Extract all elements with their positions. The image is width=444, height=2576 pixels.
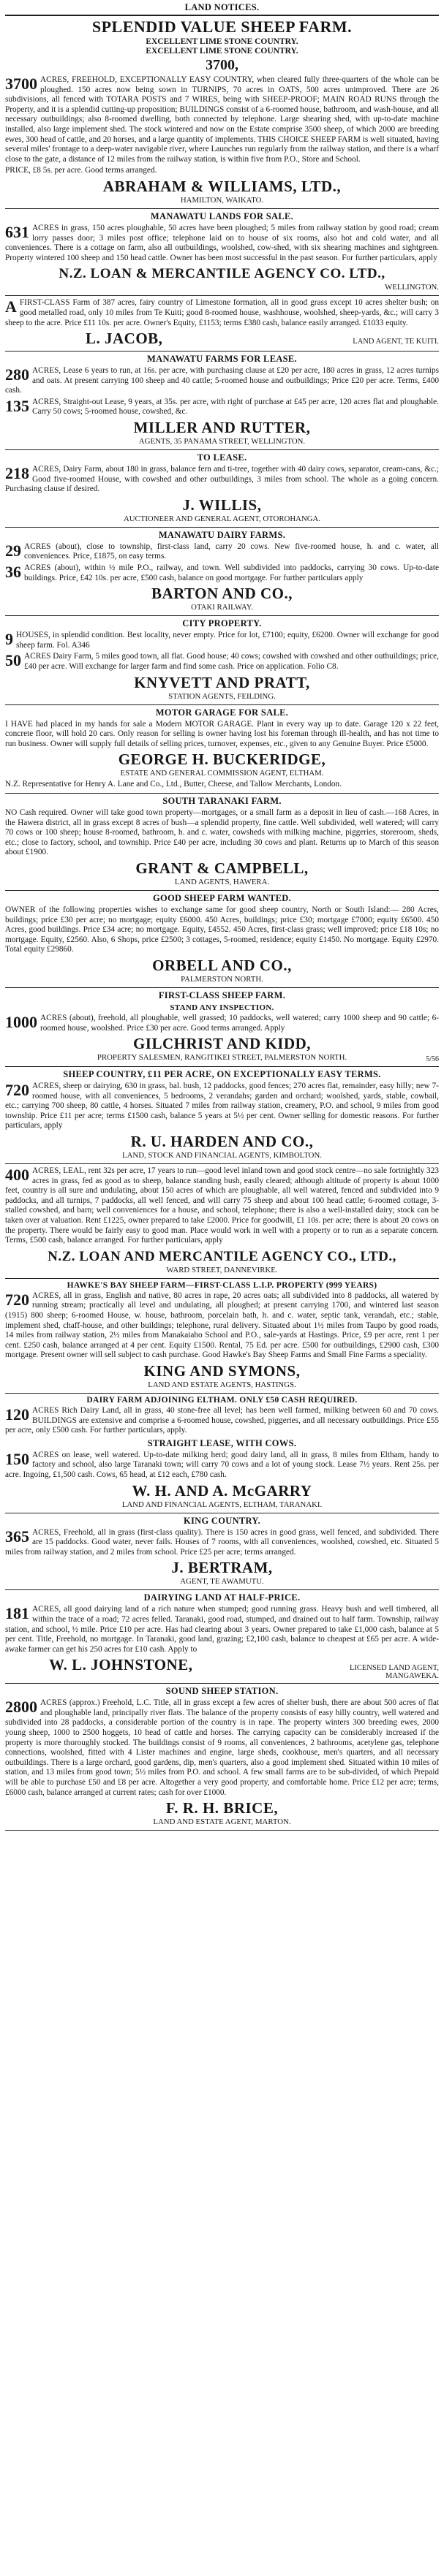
ad-body	[5, 224, 439, 263]
ad-body	[5, 631, 439, 650]
ad-body-text: ACRES (about), close to township, first-class land, carry 20 cows. New five-roomed house, h. and c. water, all conveniences. Price, £1875, on easy terms.	[24, 542, 439, 561]
ad-advertiser-address: LAND AGENTS, HAWERA.	[174, 877, 270, 886]
divider	[5, 1163, 439, 1164]
ad-title: MOTOR GARAGE FOR SALE.	[155, 707, 289, 718]
ad-title: MANAWATU LANDS FOR SALE.	[150, 210, 294, 221]
ad-title: SHEEP COUNTRY, £11 PER ACRE, ON EXCEPTIONALLY EASY TERMS.	[63, 1069, 381, 1080]
ad-body-text: ACRES, all good dairying land of a rich nature when stumped; good running grass. Heavy bush and well timbered, all within the trace of a road; 72 acres felled. Taranaki, good road, stumped, and drained out to half farm. Township, railway station, and school, ½ mile. Price £10 per acre. Has had clearing about 3 years. Owner prepared to take £1,000 cash, balance at 5 per cent. Title, Freehold, no mortgage. In Taranaki, good land, grazing; £2,100 cash, balance to cheapest at £65 per acre. A wide-awake farmer can get his 250 acres for £10 cash. Apply to	[5, 1605, 439, 1654]
ad-dairying-land-half-price	[5, 1592, 439, 1680]
ad-lead-number: 120	[5, 1405, 29, 1424]
divider	[5, 1589, 439, 1590]
ad-price-line: 3700,	[206, 57, 238, 73]
ad-good-sheep-farm-wanted	[5, 893, 439, 984]
ad-body-text: ACRES, Freehold, all in grass (first-class quality). There is 150 acres in good grass, well fenced, and subdivided. There are 15 paddocks. Good water, never fails. Houses of 7 rooms, with all conveniences, woolshed, cowshed, etc. Situated 5 miles from railway station, and 2 miles from school. Price £25 per acre; terms arranged.	[5, 1527, 439, 1557]
ad-advertiser-address: PALMERSTON NORTH.	[181, 974, 263, 984]
ad-sheep-country	[5, 1069, 439, 1160]
ad-body-text: ACRES, LEAL, rent 32s per acre, 17 years to run—good level inland town and good stock centre—no sale fortnightly 323 acres in grass, fed as good as to sheep, balance standing bush, easily cleared; although altitude of property is about 1000 feet, country is all sure and undulating, about 150 acres of which are ploughable, all well watered, fenced and subdivided into 9 paddocks, and all turnips, 7 paddocks, all well fenced, and will carry 75 sheep and about 100 head cattle; 6-roomed cottage, 3-stalled cowshed, and barn; well conveniences for a house, and school, telephone; there is also a well-installed dairy; stock can be taken over at valuation. Rent £1225, owner prepared to take £2000. Price for goodwill, £1 10s. per acre; there is about 20 cows on the property. There would be fairly easy to good man. Place would work in well with a property or to run as a separate concern. Terms, £500 cash, balance arranged. For further particulars, apply	[5, 1166, 439, 1245]
ad-advertiser-address: AGENT, TE AWAMUTU.	[180, 1577, 264, 1587]
ad-advertiser: J. WILLIS,	[182, 495, 262, 514]
ad-first-class-sheep-farm	[5, 990, 439, 1063]
ad-advertiser-address: AUCTIONEER AND GENERAL AGENT, OTOROHANGA.	[123, 514, 321, 523]
ad-advertiser-address: LAND AGENT, TE KUITI.	[353, 338, 439, 346]
ad-advertiser-address: WELLINGTON.	[385, 283, 439, 292]
ad-body	[5, 1082, 439, 1131]
ad-lead-number: 720	[5, 1290, 29, 1309]
divider	[5, 1066, 439, 1067]
ad-lead-number: 365	[5, 1527, 29, 1546]
ad-city-property	[5, 618, 439, 701]
ad-advertiser-address: LAND, STOCK AND FINANCIAL AGENTS, KIMBOLTON.	[122, 1151, 322, 1160]
ad-advertiser: W. H. AND A. McGARRY	[132, 1481, 312, 1500]
ad-body: OWNER of the following properties wishes to exchange same for good sheep country, North or South Island:— 280 Acres, buildings; price £30 per acre; no mortgage; equity £6000. 450 Acres, buildings; price £30; mortgage £7000; equity £6500. 450 Acres, good buildings. Price £34 acre; no mortgage. Equity, £4552. 450 Acres, first-class grass; well improved; price £18 10s; no mortgage. Equity, £2560. Also, 6 Shops, price £2500; 3 cottages, 5-roomed, residence; equity £1450. No mortgage. Equity £2970. Total equity £29860.	[5, 905, 439, 954]
ad-body-text: ACRES, Lease 6 years to run, at 16s. per acre, with purchasing clause at £20 per acre, 180 acres in grass, 12 acres turnips and oats. At present carrying 100 sheep and 40 cattle; 5-roomed house and outbuildings; Price £20 per acre. Terms, £400 cash.	[5, 366, 439, 395]
ad-title: CITY PROPERTY.	[182, 618, 262, 629]
ad-lead-number: 218	[5, 464, 29, 483]
divider	[5, 449, 439, 450]
ad-body	[5, 1014, 439, 1033]
ad-advertiser-row	[5, 1656, 439, 1680]
ad-lead-number: 400	[5, 1166, 29, 1185]
ad-body-text: HOUSES, in splendid condition. Best locality, never empty. Price for lot, £7100; equity, £6200. Owner will exchange for good sheep farm. Fol. A346	[16, 631, 439, 650]
ad-hawkes-bay-sheep-farm	[5, 1281, 439, 1390]
ad-body: I HAVE had placed in my hands for sale a Modern MOTOR GARAGE. Plant in every way up to date. Garage 120 x 22 feet, concrete floor, will hold 20 cars. Only reason for selling is owner having lost his foreman through ill-health, and has not time to run business. Owner will supply full details of selling prices, turnover, expenses, etc., given to any Genuine Buyer. Price £5000.	[5, 719, 439, 748]
ad-manawatu-farms-lease	[5, 354, 439, 447]
ad-advertiser-address: ESTATE AND GENERAL COMMISSION AGENT, ELTHAM.	[120, 769, 324, 778]
ad-advertiser: W. L. JOHNSTONE,	[49, 1656, 193, 1674]
ad-dairy-farm-eltham	[5, 1396, 439, 1510]
ad-body-second	[5, 563, 439, 583]
ad-body-text: ACRES, Dairy Farm, about 180 in grass, balance fern and ti-tree, together with 40 dairy cows, separator, cream-cans, &c.; Good five-roomed House, with cowshed and other outbuildings, 3 miles from school. The whole as a going concern. Purchasing clause if desired.	[5, 465, 439, 494]
ad-title: SOUND SHEEP STATION.	[165, 1686, 279, 1697]
divider	[5, 1683, 439, 1684]
divider	[5, 527, 439, 528]
ad-body-text: ACRES, Straight-out Lease, 9 years, at 35s. per acre, with right of purchase at £45 per acre, 120 acres flat and ploughable. Carry 50 cows; 5-roomed house, cowshed, &c.	[32, 397, 439, 417]
ad-advertiser-address: AGENTS, 35 PANAMA STREET, WELLINGTON.	[138, 437, 306, 447]
ad-king-country	[5, 1516, 439, 1587]
ad-lead-number: 280	[5, 365, 29, 384]
ad-south-taranaki-farm	[5, 796, 439, 887]
ad-advertiser: BARTON AND CO.,	[151, 585, 293, 603]
ad-body-text: ACRES (about), within ½ mile P.O., railway, and town. Well subdivided into paddocks, carrying 30 cows. Up-to-date buildings. Price, £42 10s. per acre, £500 cash, balance on good mortgage. For further particulars apply	[24, 563, 439, 582]
ad-advertiser-address: LICENSED LAND AGENT, MANGAWEKA.	[349, 1664, 439, 1681]
ad-title: GOOD SHEEP FARM WANTED.	[152, 892, 292, 903]
ad-advertiser: KNYVETT AND PRATT,	[134, 673, 310, 691]
ad-body	[5, 1166, 439, 1246]
divider	[5, 295, 439, 296]
ad-body-text: ACRES, all in grass, English and native, 80 acres in rape, 20 acres oats; all subdivided into 8 paddocks, all watered by running stream; practically all level and undulating, all ploughed; at present carrying 1700, and wintered last season (1915) 800 sheep; 6-roomed House, w. house, bathroom, porcelain bath, h. and c. water, septic tank, verandah, etc.; stable, implement shed, chaff-house, and other buildings; telephone, rural delivery. Situated about 1½ miles from Taupo by good roads, 14 miles from railway station, 2½ miles from Manakaiaho School and P.O., sale-yards at Hastings. Price, £9 per acre, rent 1 per cent. £250 cash, balance arranged at 4 per cent. Equity £1500. Rental, 75 Ed. per acre. £500 for outbuildings, £2900 cash, £300 mortgage. Present owner will sell subject to cash purchase. Good Hawke's Bay Sheep Farms and Small Fine Farms a speciality.	[5, 1291, 439, 1360]
ad-body	[5, 465, 439, 495]
ad-lead-number: 9	[5, 630, 13, 649]
ad-title: DAIRY FARM ADJOINING ELTHAM. ONLY £50 CASH REQUIRED.	[86, 1395, 358, 1405]
ad-title: MANAWATU FARMS FOR LEASE.	[147, 354, 297, 365]
ad-body-text: ACRES, sheep or dairying, 630 in grass, bal. bush, 12 paddocks, good fences; 270 acres flat, remainder, easy hilly; new 7-roomed house, with all conveniences, 5 bedrooms, 2 verandahs; garden and orchard; woolshed, yards, stable, cowbail, etc.; carrying 700 sheep, 80 cattle, 4 horses. Situated 7 miles from railway station, creamery, P.O. and school, 9 miles from good township. Price £11 per acre; terms £1500 cash, balance 5 years at 5½ per cent. Owner selling for domestic reasons. For further particulars, apply	[5, 1082, 439, 1131]
ad-title: FIRST-CLASS SHEEP FARM.	[158, 989, 286, 1000]
ad-sound-sheep-station	[5, 1686, 439, 1827]
ad-body-text: ACRES Dairy Farm, 5 miles good town, all flat. Good house; 40 cows; cowshed with cowshed and other outbuildings; price, £40 per acre. Will exchange for larger farm and find some cash. Price on application. Folio C8.	[24, 652, 439, 671]
ad-body	[5, 1528, 439, 1558]
ad-title: KING COUNTRY.	[183, 1515, 261, 1526]
ad-body-text: ACRES (about), freehold, all ploughable, well grassed; 10 paddocks, well watered; carry 1000 sheep and 90 cattle; 6-roomed house, woolshed. Price £30 per acre. Good terms arranged. Apply	[40, 1013, 439, 1033]
ad-advertiser-address: LAND AND FINANCIAL AGENTS, ELTHAM, TARANAKI.	[121, 1500, 323, 1509]
divider	[5, 793, 439, 794]
ad-lead-letter: A	[5, 297, 17, 316]
ad-advertiser: ORBELL AND CO.,	[152, 956, 292, 974]
divider	[5, 1278, 439, 1279]
ad-title: MANAWATU DAIRY FARMS.	[158, 529, 286, 540]
ad-body-second	[5, 652, 439, 672]
ad-body: NO Cash required. Owner will take good town property—mortgages, or a small farm as a deposit in lieu of cash.—168 Acres, in the Hawera district, all in grass except 8 acres of bush—a splendid property, fine cattle. Well subdivided, well watered; will carry 70 cows or 100 sheep; house 8-roomed, bathroom, h. and c. water, cowsheds with milking machine, piggeries, storeroom, sheds, etc.; close to factory, school, and township. Price £40 per acre, including 30 cows and plant. Returns up to March of this season about £1900.	[5, 808, 439, 857]
divider	[5, 704, 439, 705]
ad-body-second	[5, 398, 439, 417]
ad-title: SOUTH TARANAKI FARM.	[162, 795, 282, 806]
ad-advertiser-address: OTAKI RAILWAY.	[191, 603, 253, 612]
ad-lead-number: 1000	[5, 1012, 37, 1031]
ad-to-lease	[5, 452, 439, 524]
ad-lead-number: 150	[5, 1449, 29, 1468]
ad-advertiser: F. R. H. BRICE,	[165, 1799, 279, 1817]
ad-note: N.Z. Representative for Henry A. Lane and Co., Ltd., Butter, Cheese, and Tallow Merchants, London.	[5, 780, 342, 789]
column-header: LAND NOTICES.	[184, 2, 260, 12]
header-rule	[5, 15, 439, 16]
ad-advertiser-row	[5, 330, 439, 348]
divider	[5, 1830, 439, 1831]
ad-body	[5, 298, 439, 328]
ad-lead-number: 36	[5, 563, 21, 582]
divider	[5, 351, 439, 352]
ad-advertiser: GRANT & CAMPBELL,	[135, 859, 309, 877]
ad-advertiser-address: WARD STREET, DANNEVIRKE.	[166, 1265, 278, 1274]
ad-advertiser: R. U. HARDEN AND CO.,	[130, 1133, 314, 1151]
ad-advertiser: J. BERTRAM,	[171, 1559, 273, 1577]
divider	[5, 890, 439, 891]
ad-lead-number: 3700	[5, 75, 37, 93]
ad-body	[5, 542, 439, 562]
ad-terms: PRICE, £8 5s. per acre. Good terms arranged.	[5, 166, 157, 175]
ad-advertiser-address: PROPERTY SALESMEN, RANGITIKEI STREET, PALMERSTON NORTH.	[97, 1053, 347, 1063]
ad-advertiser-address: HAMILTON, WAIKATO.	[180, 195, 264, 205]
ad-subtitle: STRAIGHT LEASE, WITH COWS.	[147, 1437, 297, 1448]
ad-body	[5, 1406, 439, 1436]
ad-title: SPLENDID VALUE SHEEP FARM.	[91, 18, 353, 36]
ad-lead-number: 181	[5, 1604, 29, 1623]
ad-subtitle: EXCELLENT LIME STONE COUNTRY.	[146, 47, 298, 56]
ad-advertiser-address: LAND AND ESTATE AGENTS, HASTINGS.	[148, 1380, 296, 1389]
ad-subtitle: EXCELLENT LIME STONE COUNTRY.	[146, 37, 298, 46]
ad-subtitle: STAND ANY INSPECTION.	[170, 1003, 274, 1012]
ad-lease-dannevirke	[5, 1166, 439, 1275]
ad-advertiser: GEORGE H. BUCKERIDGE,	[118, 751, 326, 769]
ad-body-second	[5, 1451, 439, 1481]
ad-advertiser: N.Z. LOAN & MERCANTILE AGENCY CO. LTD.,	[59, 266, 385, 282]
ad-lead-number: 2800	[5, 1698, 37, 1717]
ad-body	[5, 1291, 439, 1361]
ad-first-class-farm	[5, 298, 439, 348]
ad-advertiser: L. JACOB,	[86, 330, 163, 348]
folio-number: 5/56	[426, 1055, 439, 1064]
ad-title: TO LEASE.	[197, 452, 247, 463]
ad-motor-garage	[5, 707, 439, 790]
ad-advertiser-address: LAND AND ESTATE AGENT, MARTON.	[153, 1817, 291, 1827]
ad-advertiser: GILCHRIST AND KIDD,	[132, 1035, 312, 1053]
divider	[5, 1393, 439, 1394]
ad-body	[5, 366, 439, 396]
ad-lead-number: 29	[5, 541, 21, 560]
land-notices-page	[5, 2, 439, 1831]
ad-advertiser-address: STATION AGENTS, FEILDING.	[168, 691, 276, 701]
ad-title: DAIRYING LAND AT HALF-PRICE.	[143, 1592, 301, 1603]
ad-body-text: ACRES (approx.) Freehold, L.C. Title, all in grass except a few acres of shelter bush, there are about 500 acres of flat and ploughable land, principally river flats. The balance of the property consists of easy hilly country, well watered and subdivided into 28 paddocks, a considerable portion of the country is in rape. The property winters 300 breeding ewes, 2000 young sheep, 1000 to 2500 hoggets, 10 head of cattle and horses. The carrying capacity can be considerably increased if the property is more thoroughly stocked. The buildings consist of 9 rooms, all conveniences, 2 bathrooms, acetylene gas, telephone connections, woolshed, fitted with 4 Lister machines and engine, large sheds, cookhouse, men's quarters, and all necessary outbuildings. There is a large orchard, good gardens, dip, men's quarters, also a good implement shed. Situated within 10 miles of station, and 13 miles from good town; 5½ miles from P.O. and school. A few small farms are to be sub-divided, of which Prepaid will be able to purchase £50 and £8 per acre. Altogether a very good property, and comfortable home. Price £12 per acre; terms, £6000 cash, balance arranged at current rates; cash for over £1000.	[5, 1698, 439, 1797]
ad-splendid-sheep-farm	[5, 18, 439, 205]
divider	[5, 615, 439, 616]
ad-body-text: ACRES in grass, 150 acres ploughable, 50 acres have been ploughed; 5 miles from railway station by good road; cream lorry passes door; 3 miles post office; telephone laid on to house of six rooms, also hot and cold water, and all conveniences. There is a cottage on farm, also all outbuildings, woolshed, cow-shed, with six shearing machines and sightgreen. Property wintered 100 sheep and 150 head cattle. Owner has been most successful in the past season. For further particulars, apply	[5, 223, 439, 262]
ad-lead-number: 135	[5, 396, 29, 415]
ad-lead-number: 631	[5, 222, 29, 241]
ad-manawatu-lands	[5, 211, 439, 292]
ad-advertiser: KING AND SYMONS,	[143, 1361, 301, 1380]
ad-title: HAWKE'S BAY SHEEP FARM—FIRST-CLASS L.I.P. PROPERTY (999 YEARS)	[67, 1280, 377, 1290]
ad-body-text: ACRES Rich Dairy Land, all in grass, 40 stone-free all level; has been well farmed, milking between 60 and 70 cows. BUILDINGS are extensive and comprise a 6-roomed house, cowshed, piggeries, and all necessary outbuildings. Price £55 per acre, only £500 cash. For further particulars, apply.	[5, 1405, 439, 1435]
ad-body	[5, 1698, 439, 1798]
ad-advertiser: N.Z. LOAN AND MERCANTILE AGENCY CO., LTD.,	[48, 1248, 396, 1264]
divider	[5, 987, 439, 988]
ad-manawatu-dairy-farms	[5, 530, 439, 612]
ad-body	[5, 1605, 439, 1654]
ad-advertiser: ABRAHAM & WILLIAMS, LTD.,	[102, 177, 342, 195]
ad-body-text: FIRST-CLASS Farm of 387 acres, fairy country of Limestone formation, all in good grass except 10 acres shelter bush; on good metalled road, only 10 miles from Te Kuiti; good 8-roomed house, washhouse, woolshed, sheep-yards, &c.; will carry 3 sheep to the acre. Price £11 10s. per acre. Owner's Equity, £1153; terms £380 cash, balance easily arranged. £1033 equity.	[5, 298, 439, 327]
ad-body-text: ACRES, FREEHOLD, EXCEPTIONALLY EASY COUNTRY, when cleared fully three-quarters of the whole can be ploughed. 150 acres now being sown in TURNIPS, 70 acres in OATS, 500 acres unimproved. There are 26 subdivisions, all fenced with TOTARA POSTS and 7 WIRES, being with SHEEP-PROOF; MAIN ROAD RUNS through the Property, and it is a splendid cutting-up proposition; BUILDINGS consist of a 6-roomed house, bathroom, and wash-house, and all necessary outbuildings; also 8-roomed dwelling, both connected by telephone. Large shearing shed, with up-to-date machine installed, also large implement shed. The stock wintered and now on the Estate comprise 3500 sheep, of which 2000 are breeding ewes, 300 head of cattle, and 20 horses, and a large quantity of implements. THIS CHOICE SHEEP FARM is well situated, having several miles' frontage to a deep-water navigable river, where Launches run regularly from the railway station, and there is a wharf close to the gate, a distance of 12 miles from the railway station, is within five from P.O., Store and School.	[5, 75, 439, 164]
ad-lead-number: 50	[5, 651, 21, 670]
divider	[5, 208, 439, 209]
ad-body	[5, 75, 439, 164]
ad-lead-number: 720	[5, 1081, 29, 1100]
ad-advertiser: MILLER AND RUTTER,	[133, 419, 311, 437]
ad-body-text: ACRES on lease, well watered. Up-to-date milking herd; good dairy land, all in grass, 8 miles from Eltham, handy to factory and school, also large Taranaki town; will carry 70 cows and a lot of young stock. Lease 7½ years. Rent 25s. per acre. Ingoing, £1,500 cash. Cows, 65 head, at £12 each, £780 cash.	[5, 1450, 439, 1479]
